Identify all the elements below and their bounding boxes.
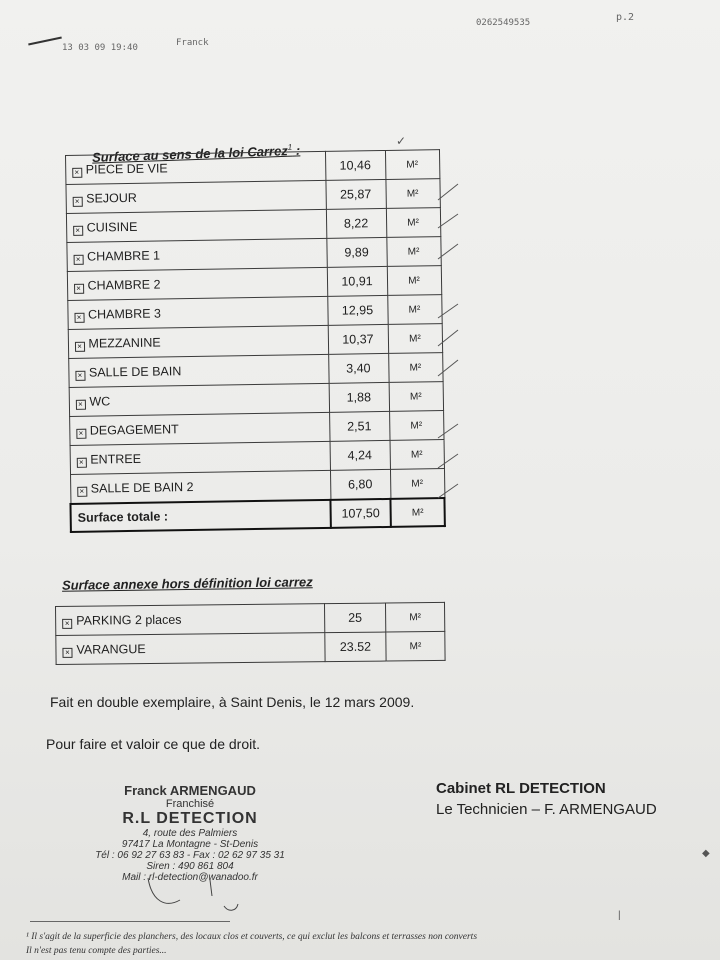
checkbox-icon: × [75,371,85,381]
room-cell [66,209,326,242]
room-cell [56,633,325,665]
handwritten-checkmarks [436,176,466,516]
checkbox-icon: × [74,342,84,352]
stamp-brand: R.L DETECTION [122,810,258,827]
area-value: 25 [324,603,385,633]
total-unit: M² [390,498,444,527]
room-cell [68,354,328,387]
area-value: 25,87 [325,179,385,209]
room-label: SEJOUR [86,190,137,206]
total-row [70,498,444,532]
annexe-table [55,602,446,665]
checkbox-icon: × [76,458,86,468]
room-label: SALLE DE BAIN [88,364,182,380]
signature-block [436,778,657,820]
area-value: 1,88 [329,382,389,412]
room-label: PARKING 2 places [76,612,182,628]
room-label: DEGAGEMENT [89,422,179,438]
footnote-ref: 1 [287,142,293,152]
area-value: 10,37 [328,324,388,354]
room-cell [69,412,329,445]
area-unit: M² [386,631,445,661]
check-mark [438,484,458,498]
room-label: CUISINE [86,219,138,235]
check-mark [438,360,458,376]
area-value: 9,89 [326,237,386,267]
check-mark [438,244,458,259]
stamp-mail: Mail : rl-detection@wanadoo.fr [122,872,258,883]
room-label: MEZZANINE [88,335,161,351]
room-label: CHAMBRE 1 [86,248,161,264]
room-label: WC [89,394,111,409]
area-unit: M² [385,602,444,632]
area-value: 23.52 [325,632,386,662]
checkbox-icon: × [73,255,83,265]
cabinet-name: Cabinet RL DETECTION [436,780,606,797]
checkbox-icon: × [77,487,87,497]
room-cell [65,151,325,184]
area-unit: M² [388,324,442,354]
check-mark [438,454,458,468]
room-cell [65,180,325,213]
table-row [56,631,445,664]
room-label: VARANGUE [76,642,146,657]
handwritten-signature [140,872,250,922]
area-unit: M² [389,411,443,441]
stamp-role: Franchisé [165,798,215,810]
checkbox-icon: × [74,313,84,323]
footnote [26,930,716,958]
closing-line-1: Fait en double exemplaire, à Saint Denis, le 12 mars 2009. [50,694,415,710]
area-unit: M² [385,179,439,209]
room-cell [67,296,327,329]
area-value: 10,91 [327,266,387,296]
fax-page-number: p.2 [616,12,635,23]
area-value: 3,40 [328,353,388,383]
checkbox-icon: × [74,284,84,294]
carrez-table [64,149,446,533]
annexe-title: Surface annexe hors définition loi carrez [61,574,313,593]
check-mark [438,330,458,346]
room-cell [66,238,326,271]
stamp-address-1: 4, route des Palmiers [142,828,238,839]
total-label: Surface totale : [70,500,330,532]
margin-mark-icon: ◆ [702,848,710,859]
footnote-line-2: Il n'est pas tenu compte des parties... [26,946,167,956]
room-label: ENTREE [90,451,142,467]
fax-date-time: 13 03 09 19:40 [62,43,138,53]
stamp-address-2: 97417 La Montagne - St-Denis [121,839,259,850]
margin-tick-icon: | [618,910,621,921]
area-unit: M² [390,440,444,470]
check-mark [438,214,458,228]
room-cell [70,441,330,474]
area-unit: M² [387,266,441,296]
fax-number: 0262549535 [476,18,531,28]
check-mark [438,304,458,318]
carrez-title-colon: : [295,142,301,158]
fax-sender: Franck [176,38,209,48]
area-unit: M² [386,237,440,267]
area-value: 12,95 [327,295,387,325]
checkbox-icon: × [76,429,86,439]
pen-stroke [28,36,62,45]
checkbox-icon: × [62,619,72,629]
room-label: PIECE DE VIE [85,161,168,177]
room-cell [56,604,325,636]
room-label: SALLE DE BAIN 2 [90,480,194,496]
tick-mark-icon: ✓ [396,134,407,148]
stamp-siren: Siren : 490 861 804 [146,861,234,872]
area-unit: M² [387,295,441,325]
room-cell [67,267,327,300]
carrez-table-body [65,150,444,504]
area-value: 8,22 [326,208,386,238]
check-mark [438,184,458,200]
checkbox-icon: × [72,197,82,207]
stamp-phone: Tél : 06 92 27 63 83 - Fax : 02 62 97 35 31 [95,850,285,861]
area-value: 10,46 [325,150,385,180]
checkbox-icon: × [62,648,72,658]
area-unit: M² [385,150,439,180]
room-label: CHAMBRE 2 [87,277,161,293]
check-mark [438,424,458,438]
checkbox-icon: × [75,400,85,410]
room-cell [70,470,330,504]
area-unit: M² [388,353,442,383]
room-label: CHAMBRE 3 [87,306,162,322]
footnote-rule [30,921,230,922]
area-unit: M² [390,469,444,499]
area-value: 4,24 [330,440,390,470]
stamp-name: Franck ARMENGAUD [124,783,256,798]
total-value: 107,50 [330,499,390,528]
technicien-name: Le Technicien – F. ARMENGAUD [436,801,657,818]
annexe-table-body [56,602,446,664]
checkbox-icon: × [73,226,83,236]
footnote-line-1: ¹ Il s'agit de la superficie des planchers, des locaux clos et couverts, ce qui exclut les balcons et terrasses non converts [26,932,478,942]
area-unit: M² [386,208,440,238]
room-cell [68,325,328,358]
closing-line-2: Pour faire et valoir ce que de droit. [46,736,261,752]
checkbox-icon: × [72,168,82,178]
area-unit: M² [389,382,443,412]
room-cell [69,383,329,416]
area-value: 2,51 [329,411,389,441]
table-row [56,602,445,635]
area-value: 6,80 [330,469,390,499]
carrez-title-text: Surface au sens de la loi Carrez [91,143,289,165]
company-stamp [80,783,300,883]
